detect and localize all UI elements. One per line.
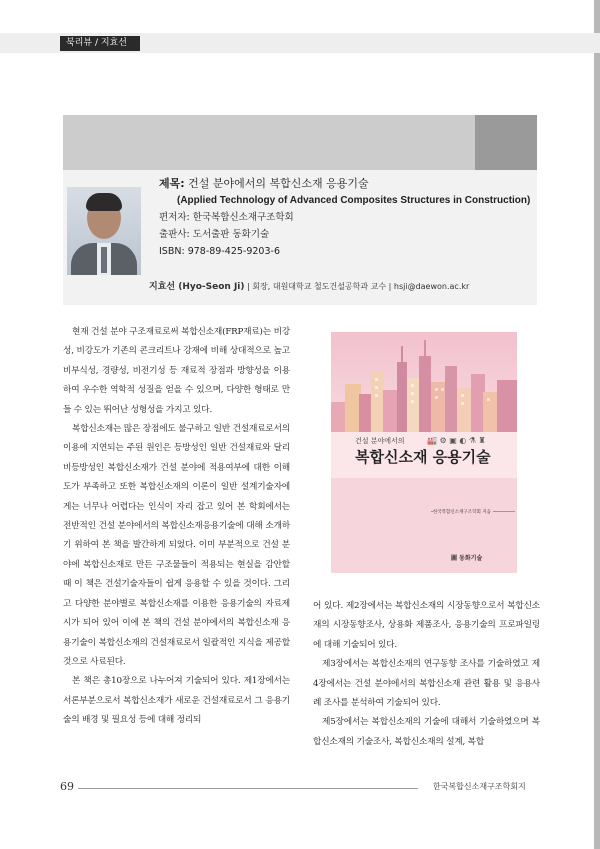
paragraph: 어 있다. 제2장에서는 복합신소재의 시장동향으로서 복합신소재의 시장동향조사, 상용화 제품조사, 응용기술의 프로파일링에 대해 기술되어 있다. xyxy=(313,601,540,650)
book-isbn: ISBN: 978-89-425-9203-6 xyxy=(159,246,280,257)
paragraph: 본 책은 총10장으로 나누어져 기술되어 있다. 제1장에서는 서론부분으로서 복합신소재가 새로운 건설재료로서 그 응용기술의 배경 및 필요성 등에 대해 정리되 xyxy=(63,676,290,726)
cover-small-title: 건설 분야에서의 xyxy=(355,437,405,445)
book-details xyxy=(159,175,530,260)
book-title: 제목: 건설 분야에서의 복합신소재 응용기술 xyxy=(159,177,369,190)
paragraph: 복합신소재는 많은 장점에도 불구하고 일반 건설재료로서의 이용에 지연되는 주된 원인은 등방성인 일반 건설재료와 달리 비등방성인 복합신소재가 건설 분야에 적용여부에 대한 이해도가 부족하고 또한 복합신소재의 이론이 일반 설계기술자에게는 너무나 어렵다는 인식이 자리 잡고 있어 본 학회에서는 전반적인 건설 분야에서의 복합신소재응용기술에 대해 소개하기 위하여 본 책을 발간하게 되었다. 이미 부분적으로 건설 분야에 복합신소재로 만든 구조물들이 적용되는 현실을 감안할 때 이 책은 건설기술자들이 쉽게 응용할 수 있을 것이다. 그리고 다양한 분야별로 복합신소재를 이용한 응용기술의 자료제시가 되어 있어 이에 본 책의 건설 분야에서의 복합신소재 응용기술이 복합신소재의 건설재료로서 일괄적인 지식을 제공할 것으로 사료된다. xyxy=(63,424,290,667)
book-editor: 편저자: 한국복합신소재구조학회 xyxy=(159,212,294,223)
section-tag: 북리뷰 / 지효선 xyxy=(60,36,140,51)
author-details: | 회장, 대원대학교 철도건설공학과 교수 | hsji@daewon.ac.kr xyxy=(244,282,470,291)
book-info-box xyxy=(63,115,537,305)
book-cover-image xyxy=(331,332,517,573)
page-edge-tab xyxy=(594,0,600,849)
paragraph: 현재 건설 분야 구조재료로써 복합신소재(FRP재료)는 비강성, 비강도가 기존의 콘크리트나 강재에 비해 상대적으로 높고 비부식성, 경량성, 비전기성 등 재료적 장점과 방향성을 이용하여 우수한 역학적 성질을 얻을 수 있으며, 다양한 형태로 만들 수 있는 뛰어난 성형성을 가지고 있다. xyxy=(63,327,290,415)
body-column-left xyxy=(63,323,290,731)
body-column-right xyxy=(313,597,540,752)
cover-editor: 한국복합신소재구조학회 지음 xyxy=(433,510,491,515)
paragraph: 제3장에서는 복합신소재의 연구동향 조사를 기술하였고 제4장에서는 건설 분야에서의 복합신소재 관련 활용 및 응용사례 조사를 분석하여 기술되어 있다. xyxy=(313,659,540,709)
author-name: 지효선 (Hyo-Seon Ji) xyxy=(149,282,245,292)
author-line xyxy=(149,275,469,299)
book-subtitle: (Applied Technology of Advanced Composites Structures in Construction) xyxy=(177,195,531,206)
cover-icons: 🏭 ⚙ ▣ ◐ ⚗ ♜ xyxy=(427,436,486,445)
cover-title: 복합신소재 응용기술 xyxy=(355,448,491,466)
page-number: 69 xyxy=(60,780,74,793)
footer-divider xyxy=(78,788,418,789)
cover-publisher-logo: 圖 동화기술 xyxy=(451,555,483,562)
book-publisher: 출판사: 도서출판 동화기술 xyxy=(159,229,270,240)
paragraph: 제5장에서는 복합신소재의 기술에 대해서 기술하였으며 복합신소재의 기술조사, 복합신소재의 설계, 복합 xyxy=(313,717,540,747)
author-photo xyxy=(67,187,141,275)
journal-name: 한국복합신소재구조학회지 xyxy=(433,782,526,791)
